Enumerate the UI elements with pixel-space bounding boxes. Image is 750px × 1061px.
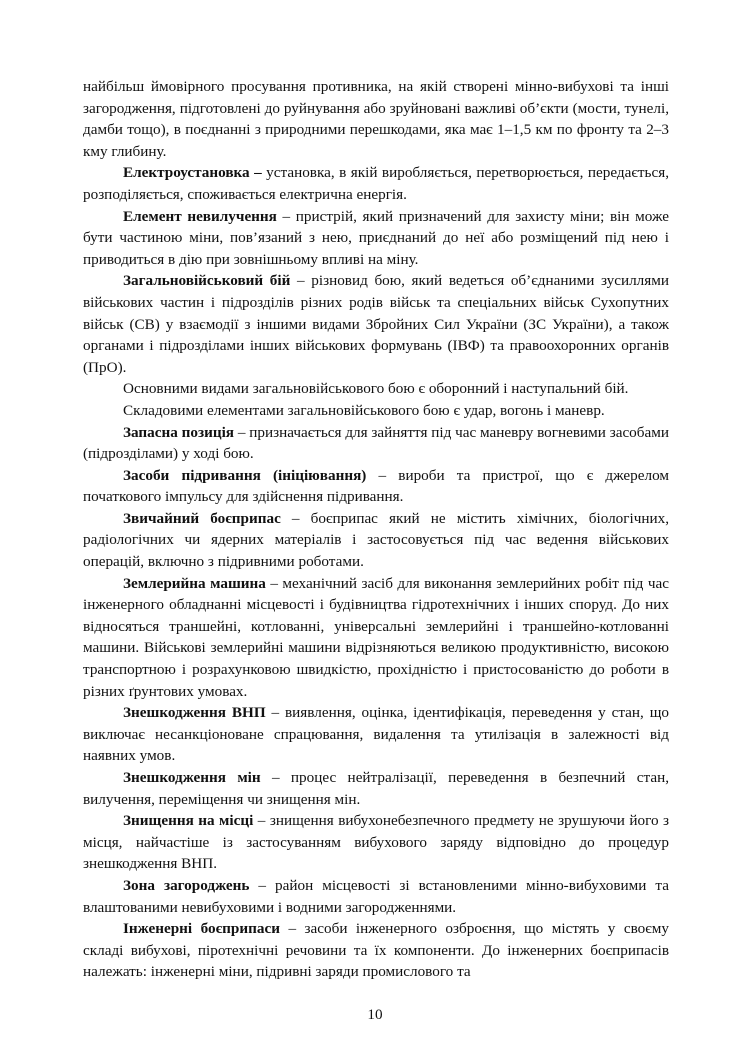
- term-anti-removal-element: Елемент невилучення: [123, 207, 277, 225]
- paragraph-electrical-installation: [83, 162, 669, 205]
- term-destruction-in-place: Знищення на місці: [123, 812, 254, 830]
- page-body: [83, 76, 669, 983]
- term-earth-moving-machine: Землерийна машина: [123, 574, 266, 592]
- definition-earth-moving-machine: – механічний засіб для виконання землерийних робіт під час інженерного обладнанні місцевості і будівництва гідротехнічних і інших споруд. До них відносяться траншейні, котлованні, універсальні землерийні і траншейно-котлованні машини. Військові землерийні машини відрізняються великою продуктивністю, високою транспортною і розрахунковою швидкістю, прохідністю і пристосованістю до роботи в різних ґрунтових умовах.: [83, 574, 669, 700]
- term-conventional-munition: Звичайний боєприпас: [123, 509, 281, 527]
- paragraph-battle-elements: [83, 400, 669, 422]
- paragraph-destruction-in-place: [83, 810, 669, 875]
- paragraph-text: найбільш ймовірного просування противника, на якій створені мінно-вибухові та інші загородження, підготовлені до руйнування або зруйновані важливі об’єкти (мости, тунелі, дамби тощо), в поєднанні з природними перешкодами, яка має 1–1,5 км по фронту та 2–3 кму глибину.: [83, 78, 669, 160]
- paragraph-conventional-munition: [83, 508, 669, 573]
- definition-combined-arms-battle: – різновид бою, який ведеться об’єднаними зусиллями військових частин і підрозділів різних родів військ та спеціальних військ Сухопутних військ (СВ) у взаємодії з іншими видами Збройних Сил України (ЗС України), а також органами і підрозділами інших військових формувань (ІВФ) та правоохоронних органів (ПрО).: [83, 272, 669, 376]
- paragraph-mine-clearance: [83, 767, 669, 810]
- paragraph-earth-moving-machine: [83, 573, 669, 703]
- page-number: 10: [367, 1006, 383, 1023]
- term-combined-arms-battle: Загальновійськовий бій: [123, 272, 291, 290]
- paragraph-text: Основними видами загальновійськового бою є оборонний і наступальний бій.: [123, 380, 629, 398]
- definition-eod-disposal: – виявлення, оцінка, ідентифікація, переведення у стан, що виключає несанкціоноване спрацювання, видалення та утилізація в залежності від наявних умов.: [83, 704, 669, 765]
- paragraph-battle-types: [83, 378, 669, 400]
- term-initiation-means: Засоби підривання (ініціювання): [123, 466, 367, 484]
- paragraph-obstacle-zone: [83, 875, 669, 918]
- term-obstacle-zone: Зона загороджень: [123, 876, 250, 894]
- definition-alternate-position: – призначається для зайняття під час маневру вогневими засобами (підрозділами) у ході бою.: [83, 423, 669, 463]
- definition-anti-removal-element: – пристрій, який призначений для захисту міни; він може бути частиною міни, пов’язаний з нею, приєднаний до неї або розміщений під нею і приводиться в дію при зовнішньому впливі на міну.: [83, 207, 669, 268]
- definition-engineer-munitions: – засоби інженерного озброєння, що містять у своєму складі вибухові, піротехнічні речовини та їх компоненти. До інженерних боєприпасів належать: інженерні міни, підривні заряди промислового та: [83, 920, 669, 981]
- paragraph-alternate-position: [83, 422, 669, 465]
- paragraph-initiation-means: [83, 465, 669, 508]
- paragraph-combined-arms-battle: [83, 270, 669, 378]
- paragraph-obstacle-zone-continuation: [83, 76, 669, 162]
- paragraph-text: Складовими елементами загальновійськового бою є удар, вогонь і маневр.: [123, 401, 605, 419]
- term-alternate-position: Запасна позиція: [123, 423, 235, 441]
- term-eod-disposal: Знешкодження ВНП: [123, 704, 266, 722]
- definition-electrical-installation: установка, в якій виробляється, перетворюється, передається, розподіляється, споживається електрична енергія.: [83, 164, 669, 203]
- definition-destruction-in-place: – знищення вибухонебезпечного предмету не зрушуючи його з місця, найчастіше із застосуванням вибухового заряду відповідно до процедур знешкодження ВНП.: [83, 812, 669, 873]
- term-electrical-installation: Електроустановка –: [123, 164, 262, 182]
- term-mine-clearance: Знешкодження мін: [123, 769, 261, 786]
- term-engineer-munitions: Інженерні боєприпаси: [123, 920, 280, 938]
- paragraph-engineer-munitions: [83, 918, 669, 983]
- definition-initiation-means: – вироби та пристрої, що є джерелом початкового імпульсу для здійснення підривання.: [83, 466, 669, 506]
- paragraph-eod-disposal: [83, 702, 669, 767]
- definition-obstacle-zone: – район місцевості зі встановленими мінно-вибуховими та влаштованими невибуховими і водними загородженнями.: [83, 876, 669, 916]
- definition-mine-clearance: – процес нейтралізації, переведення в безпечний стан, вилучення, переміщення чи знищення мін.: [83, 769, 669, 808]
- paragraph-anti-removal-element: [83, 206, 669, 271]
- definition-conventional-munition: – боєприпас який не містить хімічних, біологічних, радіологічних чи ядерних матеріалів і застосовується під час ведення військових операцій, включно з підривними роботами.: [83, 509, 669, 571]
